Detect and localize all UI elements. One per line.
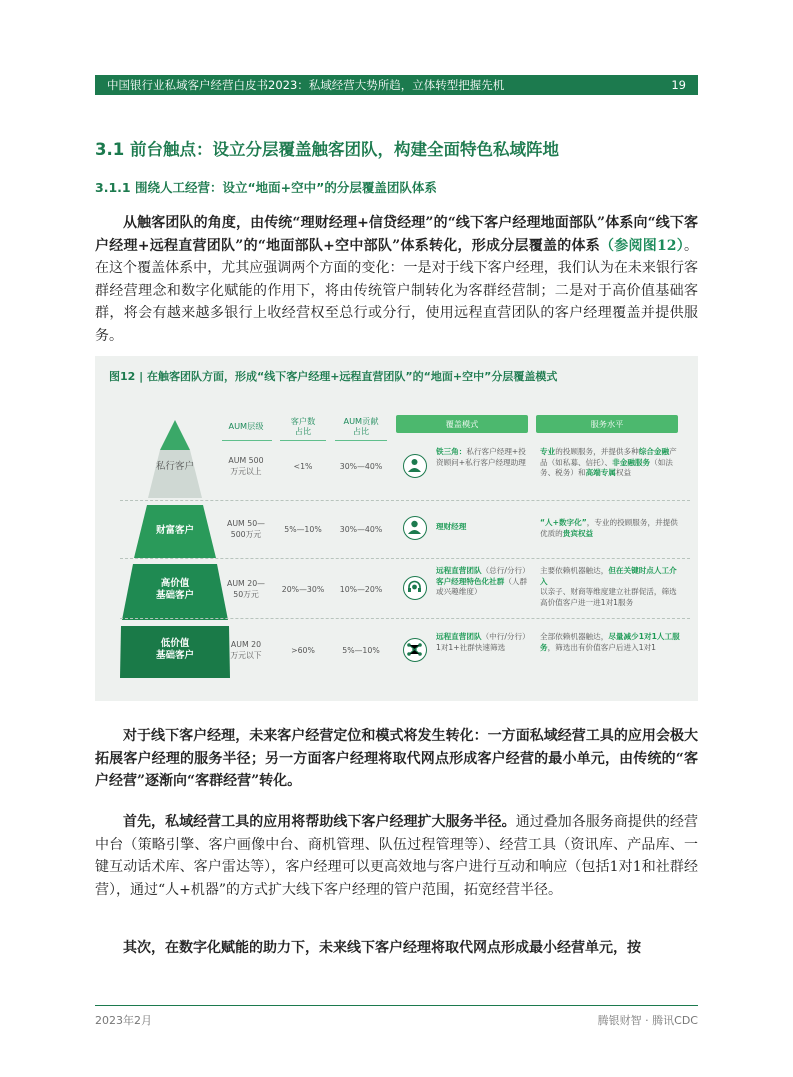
row-private-aum — [218, 456, 274, 477]
tier-high-value-line1: 高价值 — [160, 578, 190, 589]
header-bar — [95, 75, 698, 95]
team-group-icon — [403, 454, 427, 478]
subsection-heading: 3.1.1 围绕人工经营：设立“地面+空中”的分层覆盖团队体系 — [95, 180, 437, 195]
row-wealth-mode — [436, 522, 528, 533]
col-aumshare-underline — [335, 440, 387, 441]
col-customer-share — [278, 416, 328, 436]
row-private-aum-share: 30%—40% — [339, 462, 383, 471]
row-wealth-service — [540, 518, 680, 539]
row-wealth-customer-share: 5%—10% — [284, 525, 322, 534]
row-low-value-aum-share: 5%—10% — [342, 646, 380, 655]
col-aum-share-line2: 占比 — [352, 426, 370, 436]
col-aum-share — [333, 416, 389, 436]
paragraph-1-text: 。在这个覆盖体系中，尤其应强调两个方面的变化：一是对于线下客户经理，我们认为在未来银行客群经营理念和数字化赋能的作用下，将由传统管户制转化为客群经营制；二是对于高价值基础客群，将会有越来越多银行上收经营权至总行或分行，使用远程直营团队的客户经理覆盖并提供服务。 — [95, 237, 699, 344]
row-private-mode — [436, 447, 528, 468]
section-heading: 3.1 前台触点：设立分层覆盖触客团队，构建全面特色私域阵地 — [95, 140, 559, 159]
network-icon — [403, 638, 427, 662]
col-share-underline — [280, 440, 326, 441]
row-private-svc-7: 高端专属 — [585, 468, 616, 478]
row-high-value-mode-2: （总行/分行） — [481, 566, 530, 575]
row-wealth-svc-1: “人+数字化” — [540, 518, 587, 527]
row-private-service — [540, 447, 680, 479]
col-customer-share-line1: 客户数 — [290, 416, 316, 426]
row-high-value-mode-1: 远程直营团队 — [436, 566, 482, 575]
row-high-value-mode — [436, 566, 532, 598]
tier-low-value-line2: 基础客户 — [155, 650, 194, 661]
col-aum-share-line1: AUM贡献 — [343, 416, 379, 426]
row-private-aum-line1: AUM 500 — [228, 456, 264, 465]
col-service-level: 服务水平 — [536, 415, 678, 433]
row-private-svc-2: 的投顾服务，并提供多种 — [555, 447, 639, 456]
col-aum-tier: AUM层级 — [228, 421, 264, 431]
row-private-svc-8: 权益 — [615, 468, 632, 478]
row-low-value-aum-line2: 万元以下 — [230, 650, 262, 660]
paragraph-3 — [95, 811, 698, 901]
row-high-value-aum-line1: AUM 20— — [227, 579, 265, 588]
footer-divider — [95, 1005, 698, 1006]
row-high-value-aum — [218, 579, 274, 600]
row-high-value-svc-1: 主要依赖机器触达， — [540, 566, 609, 575]
row-wealth-aum-share: 30%—40% — [339, 525, 383, 534]
row-wealth-aum-line2: 500万元 — [230, 529, 262, 539]
tier-wealth-label: 财富客户 — [155, 525, 194, 536]
row-high-value-aum-line2: 50万元 — [233, 589, 259, 599]
row-divider — [120, 558, 690, 559]
row-high-value-customer-share: 20%—30% — [281, 585, 325, 594]
tier-low-value-line1: 低价值 — [160, 638, 190, 649]
row-private-svc-6: （如法务、税务）和 — [540, 457, 673, 478]
row-wealth-svc-3: 贵宾权益 — [562, 528, 594, 538]
paragraph-1 — [95, 212, 698, 348]
col-aum-underline — [222, 440, 272, 441]
row-high-value-aum-share: 10%—20% — [339, 585, 383, 594]
row-private-svc-4: 产品（如私募、信托）、 — [540, 447, 677, 467]
col-coverage-mode: 覆盖模式 — [396, 415, 528, 433]
paragraph-4-bold: 其次，在数字化赋能的助力下，未来线下客户经理将取代网点形成最小经营单元，按 — [123, 940, 641, 956]
header-title: 中国银行业私域客户经营白皮书2023：私域经营大势所趋，立体转型把握先机 — [107, 78, 505, 92]
footer-organization: 腾银财智 · 腾讯CDC — [597, 1014, 698, 1027]
row-private-mode-bold: 铁三角： — [436, 447, 467, 456]
page-number: 19 — [671, 78, 686, 92]
row-low-value-aum-line1: AUM 20 — [230, 640, 262, 649]
row-low-value-mode-2: （中行/分行）1对1+社群快速筛选 — [436, 632, 530, 652]
row-low-value-mode — [436, 632, 532, 653]
person-icon — [403, 516, 427, 540]
row-private-mode-text: 私行客户经理+投资顾问+私行客户经理助理 — [436, 447, 526, 467]
row-low-value-aum — [218, 640, 274, 661]
tier-high-value-line2: 基础客户 — [155, 590, 194, 601]
row-wealth-svc-2: ，专业的投顾服务，并提供优质的 — [540, 518, 678, 538]
paragraph-3-bold: 首先，私域经营工具的应用将帮助线下客户经理扩大服务半径。 — [123, 814, 516, 830]
row-divider — [120, 618, 690, 619]
footer-date: 2023年2月 — [95, 1014, 152, 1027]
figure-title: 图12 | 在触客团队方面，形成“线下客户经理+远程直营团队”的“地面+空中”分层覆盖模式 — [109, 370, 558, 383]
figure-reference: （参阅图12） — [600, 237, 685, 254]
row-high-value-service — [540, 566, 680, 608]
paragraph-2-bold: 对于线下客户经理，未来客户经营定位和模式将发生转化：一方面私域经营工具的应用会极大拓展客户经理的服务半径；另一方面客户经理将取代网点形成客户经营的最小单元，由传统的“客户经营”逐渐向“客群经营”转化。 — [95, 728, 698, 790]
col-customer-share-line2: 占比 — [294, 426, 312, 436]
row-private-customer-share: <1% — [293, 462, 313, 471]
row-private-aum-line2: 万元以上 — [230, 466, 262, 476]
pyramid-tier-private — [148, 450, 202, 498]
tier-private-label: 私行客户 — [155, 461, 194, 472]
row-high-value-mode-3: 客户经理特色化社群 — [436, 576, 505, 586]
row-low-value-svc-2: 尽量减少1对1人工服务 — [540, 632, 680, 652]
row-low-value-svc-3: ，筛选出有价值客户后进入1对1 — [547, 642, 656, 652]
row-high-value-svc-3: 以亲子、财商等维度建立社群促活，筛选高价值客户进一进1对1服务 — [540, 587, 677, 607]
row-high-value-svc-2: 但在关键时点人工介入 — [540, 566, 677, 586]
row-private-svc-3: 综合金融 — [638, 447, 670, 456]
paragraph-1-bold: 从触客团队的角度，由传统“理财经理+信贷经理”的“线下客户经理地面部队”体系向“线下客户经理+远程直营团队”的“地面部队+空中部队”体系转化，形成分层覆盖的体系 — [95, 215, 698, 254]
paragraph-2 — [95, 725, 698, 793]
row-wealth-aum — [218, 519, 274, 540]
tier-high-value-label — [135, 578, 215, 602]
row-low-value-service — [540, 632, 680, 653]
row-divider — [120, 500, 690, 501]
headset-icon — [403, 576, 427, 600]
row-high-value-mode-4: （人群或兴趣维度） — [436, 576, 528, 597]
row-private-svc-5: 非金融服务 — [612, 457, 651, 467]
tier-low-value-label — [135, 638, 215, 662]
row-wealth-mode-bold: 理财经理 — [436, 522, 467, 531]
row-low-value-mode-1: 远程直营团队 — [436, 632, 482, 641]
paragraph-3-text: 通过叠加各服务商提供的经营中台（策略引擎、客户画像中台、商机管理、队伍过程管理等）、经营工具（资讯库、产品库、一键互动话术库、客户雷达等），客户经理可以更高效地与客户进行互动和响应（包括1对1和社群经营），通过“人+机器”的方式扩大线下客户经理的管户范围，拓宽经营半径。 — [95, 814, 699, 898]
row-low-value-customer-share: >60% — [291, 646, 315, 655]
pyramid-tip — [160, 420, 190, 450]
row-low-value-svc-1: 全部依赖机器触达， — [540, 632, 609, 641]
paragraph-4 — [95, 937, 698, 960]
row-wealth-aum-line1: AUM 50— — [227, 519, 265, 528]
row-private-svc-1: 专业 — [540, 447, 556, 456]
